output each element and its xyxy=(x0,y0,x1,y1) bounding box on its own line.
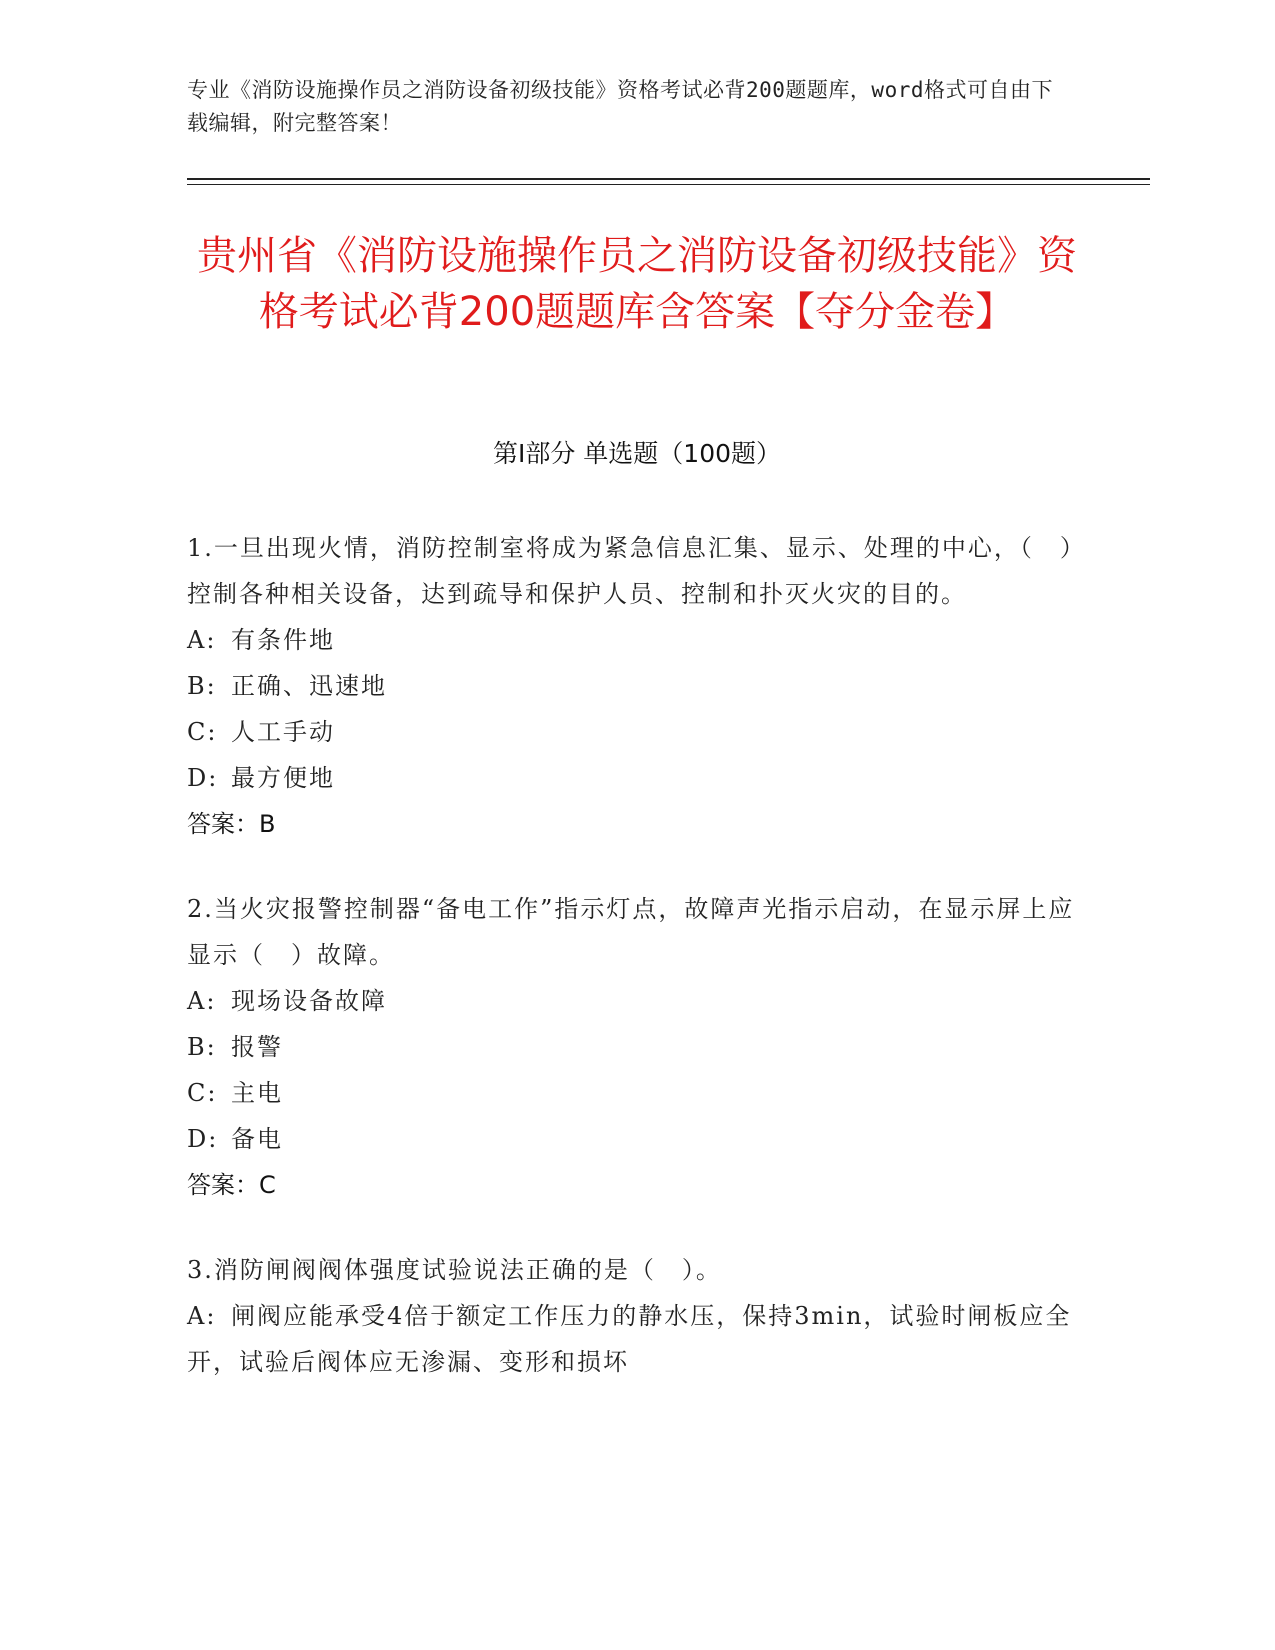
option-key: A: xyxy=(187,987,217,1015)
option-key: B: xyxy=(187,672,217,700)
option-text: 人工手动 xyxy=(231,718,335,746)
question-list xyxy=(187,525,1087,1424)
question-stem: 2.当火灾报警控制器“备电工作”指示灯点，故障声光指示启动，在显示屏上应显示（ ）故障。 xyxy=(187,895,1075,969)
header-divider-thin xyxy=(187,184,1150,185)
option-text: 闸阀应能承受4倍于额定工作压力的静水压，保持3min，试验时闸板应全开，试验后阀体应无渗漏、变形和损坏 xyxy=(187,1302,1072,1376)
header-note: 专业《消防设施操作员之消防设备初级技能》资格考试必背200题题库，word格式可自由下载编辑，附完整答案！ xyxy=(187,78,1053,135)
option-b xyxy=(187,1024,1087,1070)
option-text: 有条件地 xyxy=(231,626,335,654)
answer-line: 答案：B xyxy=(187,810,276,838)
question-3 xyxy=(187,1247,1087,1385)
option-a xyxy=(187,617,1087,663)
option-c xyxy=(187,1070,1087,1116)
question-1 xyxy=(187,525,1087,847)
option-text: 备电 xyxy=(231,1125,283,1153)
option-b xyxy=(187,663,1087,709)
answer-line: 答案：C xyxy=(187,1171,276,1199)
question-stem: 1.一旦出现火情，消防控制室将成为紧急信息汇集、显示、处理的中心，（ ）控制各种相关设备，达到疏导和保护人员、控制和扑灭火灾的目的。 xyxy=(187,534,1086,608)
header-divider-thick xyxy=(187,178,1150,180)
question-stem: 3.消防闸阀阀体强度试验说法正确的是（ ）。 xyxy=(187,1256,722,1284)
option-key: A: xyxy=(187,626,217,654)
option-key: C: xyxy=(187,718,218,746)
option-a xyxy=(187,978,1087,1024)
option-key: A: xyxy=(187,1302,217,1330)
option-text: 最方便地 xyxy=(231,764,335,792)
option-key: B: xyxy=(187,1033,217,1061)
option-key: C: xyxy=(187,1079,218,1107)
question-2 xyxy=(187,886,1087,1208)
option-a xyxy=(187,1293,1087,1385)
section-heading: 第Ⅰ部分 单选题（100题） xyxy=(492,439,782,468)
option-text: 正确、迅速地 xyxy=(231,672,387,700)
option-text: 现场设备故障 xyxy=(231,987,387,1015)
option-c xyxy=(187,709,1087,755)
option-text: 报警 xyxy=(231,1033,283,1061)
option-d xyxy=(187,755,1087,801)
option-key: D: xyxy=(187,764,219,792)
option-key: D: xyxy=(187,1125,219,1153)
option-text: 主电 xyxy=(231,1079,283,1107)
document-title: 贵州省《消防设施操作员之消防设备初级技能》资格考试必背200题题库含答案【夺分金卷】 xyxy=(197,233,1077,335)
option-d xyxy=(187,1116,1087,1162)
